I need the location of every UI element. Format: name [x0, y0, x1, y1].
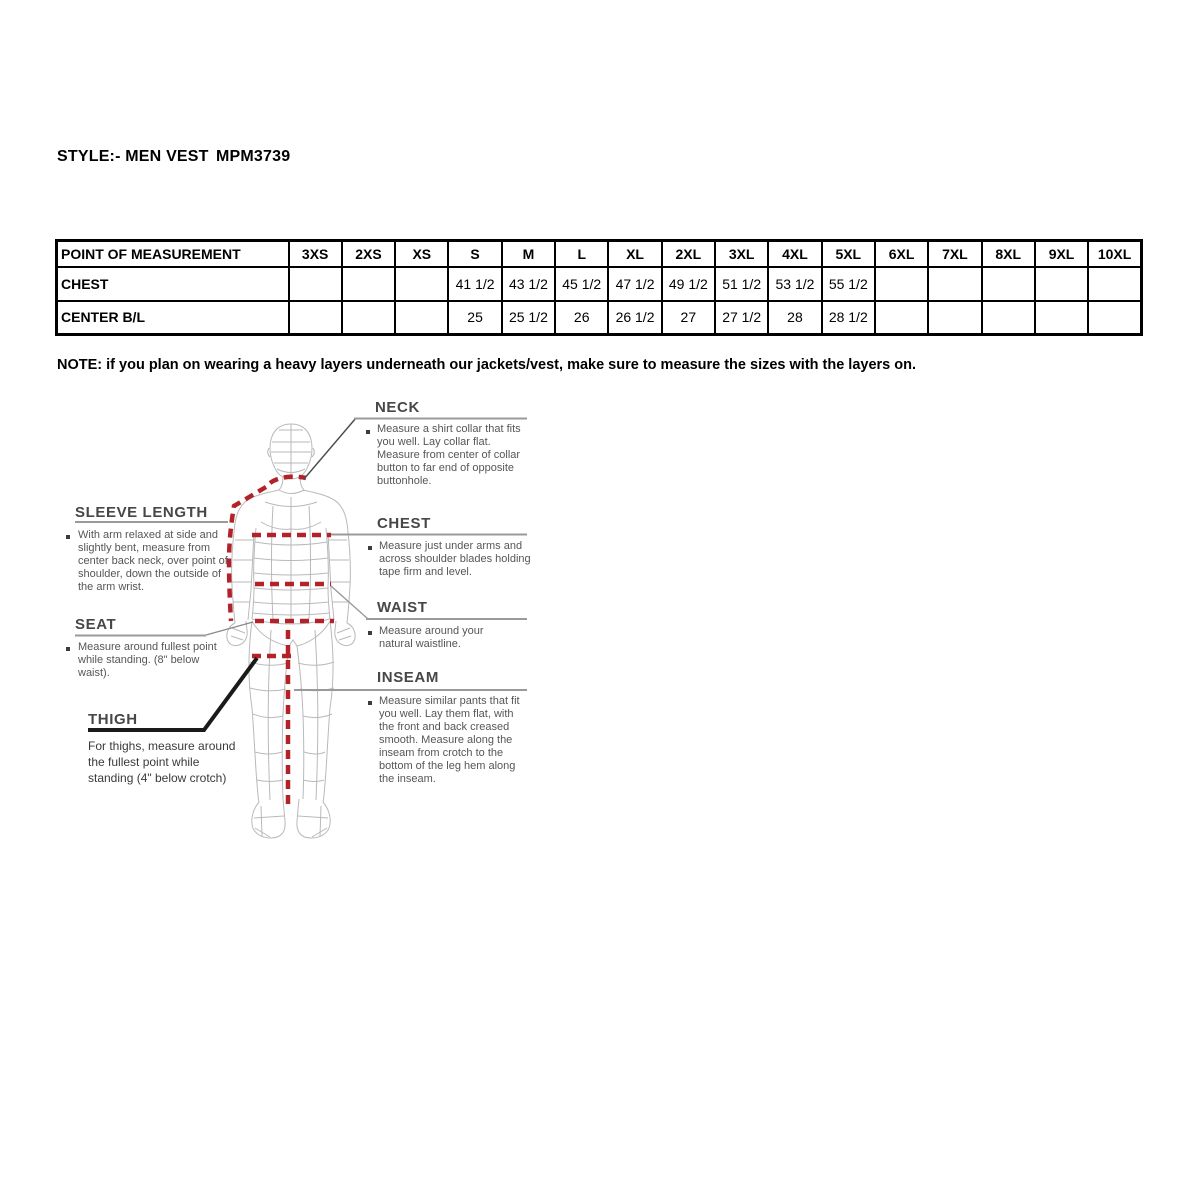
neck-label: NECK: [375, 399, 420, 416]
style-code: MPM3739: [216, 148, 291, 165]
chest-label: CHEST: [377, 515, 431, 532]
seat-description: Measure around fullest point while standing. (8" below waist).: [78, 641, 217, 679]
size-chart-table: [55, 239, 1143, 336]
size-column-header: XS: [395, 241, 448, 267]
thigh-label: THIGH: [88, 711, 138, 728]
chest-bullet-icon: [368, 546, 372, 550]
size-column-header: 5XL: [822, 241, 875, 267]
center-bl-value-cell: [289, 301, 342, 335]
note-text: NOTE: if you plan on wearing a heavy layers underneath our jackets/vest, make sure to measure the sizes with the layers on.: [57, 357, 917, 373]
waist-description: Measure around your natural waistline.: [379, 625, 484, 650]
point-of-measurement-header: POINT OF MEASUREMENT: [57, 241, 289, 267]
table-row-chest: [57, 267, 1142, 301]
row-label-chest: CHEST: [57, 267, 289, 301]
center-bl-value-cell: 27: [662, 301, 715, 335]
sleeve-bullet-icon: [66, 535, 70, 539]
seat-label: SEAT: [75, 616, 117, 633]
chest-value-cell: 41 1/2: [448, 267, 501, 301]
size-column-header: 8XL: [982, 241, 1035, 267]
sleeve-description: With arm relaxed at side and slightly bent, measure from center back neck, over point of shoulder, down the outside of the arm wrist.: [78, 529, 228, 593]
size-column-header: S: [448, 241, 501, 267]
chest-value-cell: 49 1/2: [662, 267, 715, 301]
center-bl-value-cell: 28 1/2: [822, 301, 875, 335]
table-header-row: [57, 241, 1142, 267]
chest-value-cell: 51 1/2: [715, 267, 768, 301]
chest-value-cell: 55 1/2: [822, 267, 875, 301]
size-column-header: M: [502, 241, 555, 267]
center-bl-value-cell: 26: [555, 301, 608, 335]
chest-value-cell: [395, 267, 448, 301]
chest-value-cell: 43 1/2: [502, 267, 555, 301]
center-bl-value-cell: 25: [448, 301, 501, 335]
center-bl-value-cell: 28: [768, 301, 821, 335]
center-bl-value-cell: [1035, 301, 1088, 335]
inseam-label: INSEAM: [377, 669, 439, 686]
row-label-center-bl: CENTER B/L: [57, 301, 289, 335]
chest-value-cell: [342, 267, 395, 301]
center-bl-value-cell: [982, 301, 1035, 335]
chest-value-cell: [1035, 267, 1088, 301]
chest-value-cell: [928, 267, 981, 301]
size-column-header: 6XL: [875, 241, 928, 267]
size-column-header: L: [555, 241, 608, 267]
size-column-header: 2XS: [342, 241, 395, 267]
seat-bullet-icon: [66, 647, 70, 651]
seat-leader-line: [206, 622, 253, 635]
waist-label: WAIST: [377, 599, 428, 616]
size-column-header: 3XL: [715, 241, 768, 267]
chest-value-cell: [289, 267, 342, 301]
size-column-header: 4XL: [768, 241, 821, 267]
center-bl-value-cell: [875, 301, 928, 335]
size-column-header: 3XS: [289, 241, 342, 267]
waist-bullet-icon: [368, 631, 372, 635]
document-title: [57, 148, 291, 166]
chest-value-cell: [1088, 267, 1141, 301]
center-bl-value-cell: [928, 301, 981, 335]
sleeve-measure-line: [229, 487, 266, 621]
size-column-header: 7XL: [928, 241, 981, 267]
size-column-header: 10XL: [1088, 241, 1141, 267]
chest-value-cell: 47 1/2: [608, 267, 661, 301]
size-column-header: 2XL: [662, 241, 715, 267]
chest-value-cell: 45 1/2: [555, 267, 608, 301]
sleeve-length-label: SLEEVE LENGTH: [75, 504, 208, 521]
inseam-bullet-icon: [368, 701, 372, 705]
size-column-header: 9XL: [1035, 241, 1088, 267]
figure-wireframe: [227, 424, 355, 838]
table-row-center-bl: [57, 301, 1142, 335]
chest-value-cell: 53 1/2: [768, 267, 821, 301]
center-bl-value-cell: [342, 301, 395, 335]
thigh-description: For thighs, measure around the fullest point while standing (4" below crotch): [88, 739, 236, 785]
center-bl-value-cell: 26 1/2: [608, 301, 661, 335]
inseam-description: Measure similar pants that fit you well. Lay them flat, with the front and back creased smooth. Measure along the inseam from crotch to the bottom of the leg hem along the inseam.: [379, 695, 520, 785]
neck-bullet-icon: [366, 430, 370, 434]
chest-description: Measure just under arms and across shoulder blades holding tape firm and level.: [379, 540, 531, 578]
chest-value-cell: [875, 267, 928, 301]
measurement-diagram: [55, 390, 535, 855]
size-column-header: XL: [608, 241, 661, 267]
chest-value-cell: [982, 267, 1035, 301]
center-bl-value-cell: 27 1/2: [715, 301, 768, 335]
center-bl-value-cell: [1088, 301, 1141, 335]
neck-description: Measure a shirt collar that fits you well. Lay collar flat. Measure from center of collar button to far end of opposite buttonhole.: [377, 423, 521, 487]
style-label: STYLE:- MEN VEST: [57, 148, 209, 165]
center-bl-value-cell: [395, 301, 448, 335]
center-bl-value-cell: 25 1/2: [502, 301, 555, 335]
